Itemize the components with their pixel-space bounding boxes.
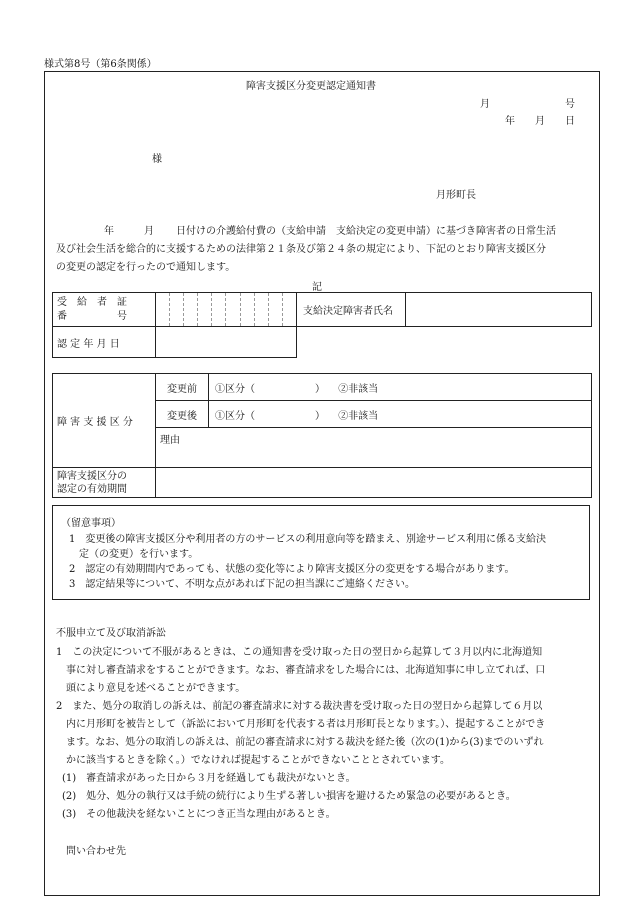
body-year: 年	[104, 226, 114, 237]
body-line-2: 及び社会生活を総合的に支援するための法律第２１条及び第２４条の規定により、下記のとおり障害支援区分	[56, 244, 546, 255]
date-day: 日	[565, 116, 575, 127]
after-option-2[interactable]: ②非該当	[338, 410, 379, 422]
appeal-line: ます。なお、処分の取消しの訴えは、前記の審査請求に対する裁決を経た後（次の(1)から(3)までのいずれ	[56, 737, 544, 748]
appeal-line: 内に月形町を被告として（訴訟において月形町を代表する者は月形町長となります。）、提起することができ	[56, 719, 546, 730]
validity-field[interactable]	[156, 468, 592, 498]
validity-label	[53, 468, 156, 498]
addressee-suffix: 様	[152, 154, 162, 165]
appeal-line: 2 また、処分の取消しの訴えは、前記の審査請求に対する裁決書を受け取った日の翌日から起算して６月以	[56, 701, 543, 712]
recipient-no-field[interactable]	[156, 293, 297, 327]
recipient-name-field[interactable]	[406, 293, 592, 327]
form-number: 様式第8号（第6条関係）	[44, 59, 157, 70]
body-month: 月	[144, 226, 154, 237]
doc-number-label: 号	[565, 99, 575, 110]
after-options	[209, 401, 592, 428]
notes-item-2: 2 認定の有効期間内であっても、状態の変化等により障害支援区分の変更をする場合があります。	[69, 564, 515, 575]
before-option-1[interactable]: ①区分（ ）	[215, 383, 325, 395]
ki-label: 記	[312, 282, 322, 293]
notes-heading: （留意事項）	[61, 518, 121, 529]
notes-item-1: 1 変更後の障害支援区分や利用者の方のサービスの利用意向等を踏まえ、別途サービス利用に係る支給決	[69, 534, 546, 545]
reason-label: 理由	[160, 435, 180, 446]
date-year: 年	[505, 116, 515, 127]
issuer-name: 月形町長	[436, 190, 476, 201]
contact-label: 問い合わせ先	[66, 846, 126, 857]
doc-number-month: 月	[480, 99, 490, 110]
validity-label-2: 認定の有効期間	[57, 483, 127, 495]
after-option-1[interactable]: ①区分（ ）	[215, 410, 325, 422]
appeal-line: (1) 審査請求があった日から３月を経過しても裁決がないとき。	[62, 773, 356, 784]
body-line-1-rest: 日付けの介護給付費の（支給申請 支給決定の変更申請）に基づき障害者の日常生活	[176, 226, 556, 237]
body-line-3: の変更の認定を行ったので通知します。	[56, 262, 236, 273]
recipient-no-label-cell	[53, 293, 156, 327]
before-option-2[interactable]: ②非該当	[338, 383, 379, 395]
validity-label-1: 障害支援区分の	[57, 470, 127, 482]
category-label: 障 害 支 援 区 分	[53, 374, 156, 468]
recipient-table	[52, 292, 592, 358]
appeal-heading: 不服申立て及び取消訴訟	[56, 628, 166, 639]
document-title: 障害支援区分変更認定通知書	[246, 81, 376, 92]
notes-item-3: 3 認定結果等について、不明な点があれば下記の担当課にご連絡ください。	[69, 579, 415, 590]
notes-item-1-cont: 定（の変更）を行います。	[69, 549, 199, 560]
appeal-line: (3) その他裁決を経ないことにつき正当な理由があるとき。	[62, 809, 336, 820]
appeal-line: かに該当するときを除く。）でなければ提起することができないこととされています。	[56, 755, 450, 766]
appeal-line: 事に対し審査請求をすることができます。なお、審査請求をした場合には、北海道知事に申し立てれば、口	[56, 665, 546, 676]
after-label: 変更後	[156, 401, 209, 428]
before-options	[209, 374, 592, 401]
date-month: 月	[535, 116, 545, 127]
recipient-no-label-1: 受 給 者 証	[57, 296, 127, 308]
reason-field[interactable]	[156, 428, 592, 468]
category-table	[52, 373, 592, 498]
notes-box	[52, 505, 590, 600]
recipient-no-label-2: 番 号	[57, 310, 127, 322]
appeal-line: 1 この決定について不服があるときは、この通知書を受け取った日の翌日から起算して３月以内に北海道知	[56, 647, 543, 658]
cert-date-label: 認 定 年 月 日	[53, 327, 156, 358]
appeal-line: (2) 処分、処分の執行又は手続の続行により生ずる著しい損害を避けるため緊急の必要があるとき。	[62, 791, 516, 802]
appeal-line: 頭により意見を述べることができます。	[56, 683, 246, 694]
recipient-name-label: 支給決定障害者氏名	[297, 293, 406, 327]
before-label: 変更前	[156, 374, 209, 401]
cert-date-field[interactable]	[156, 327, 297, 358]
